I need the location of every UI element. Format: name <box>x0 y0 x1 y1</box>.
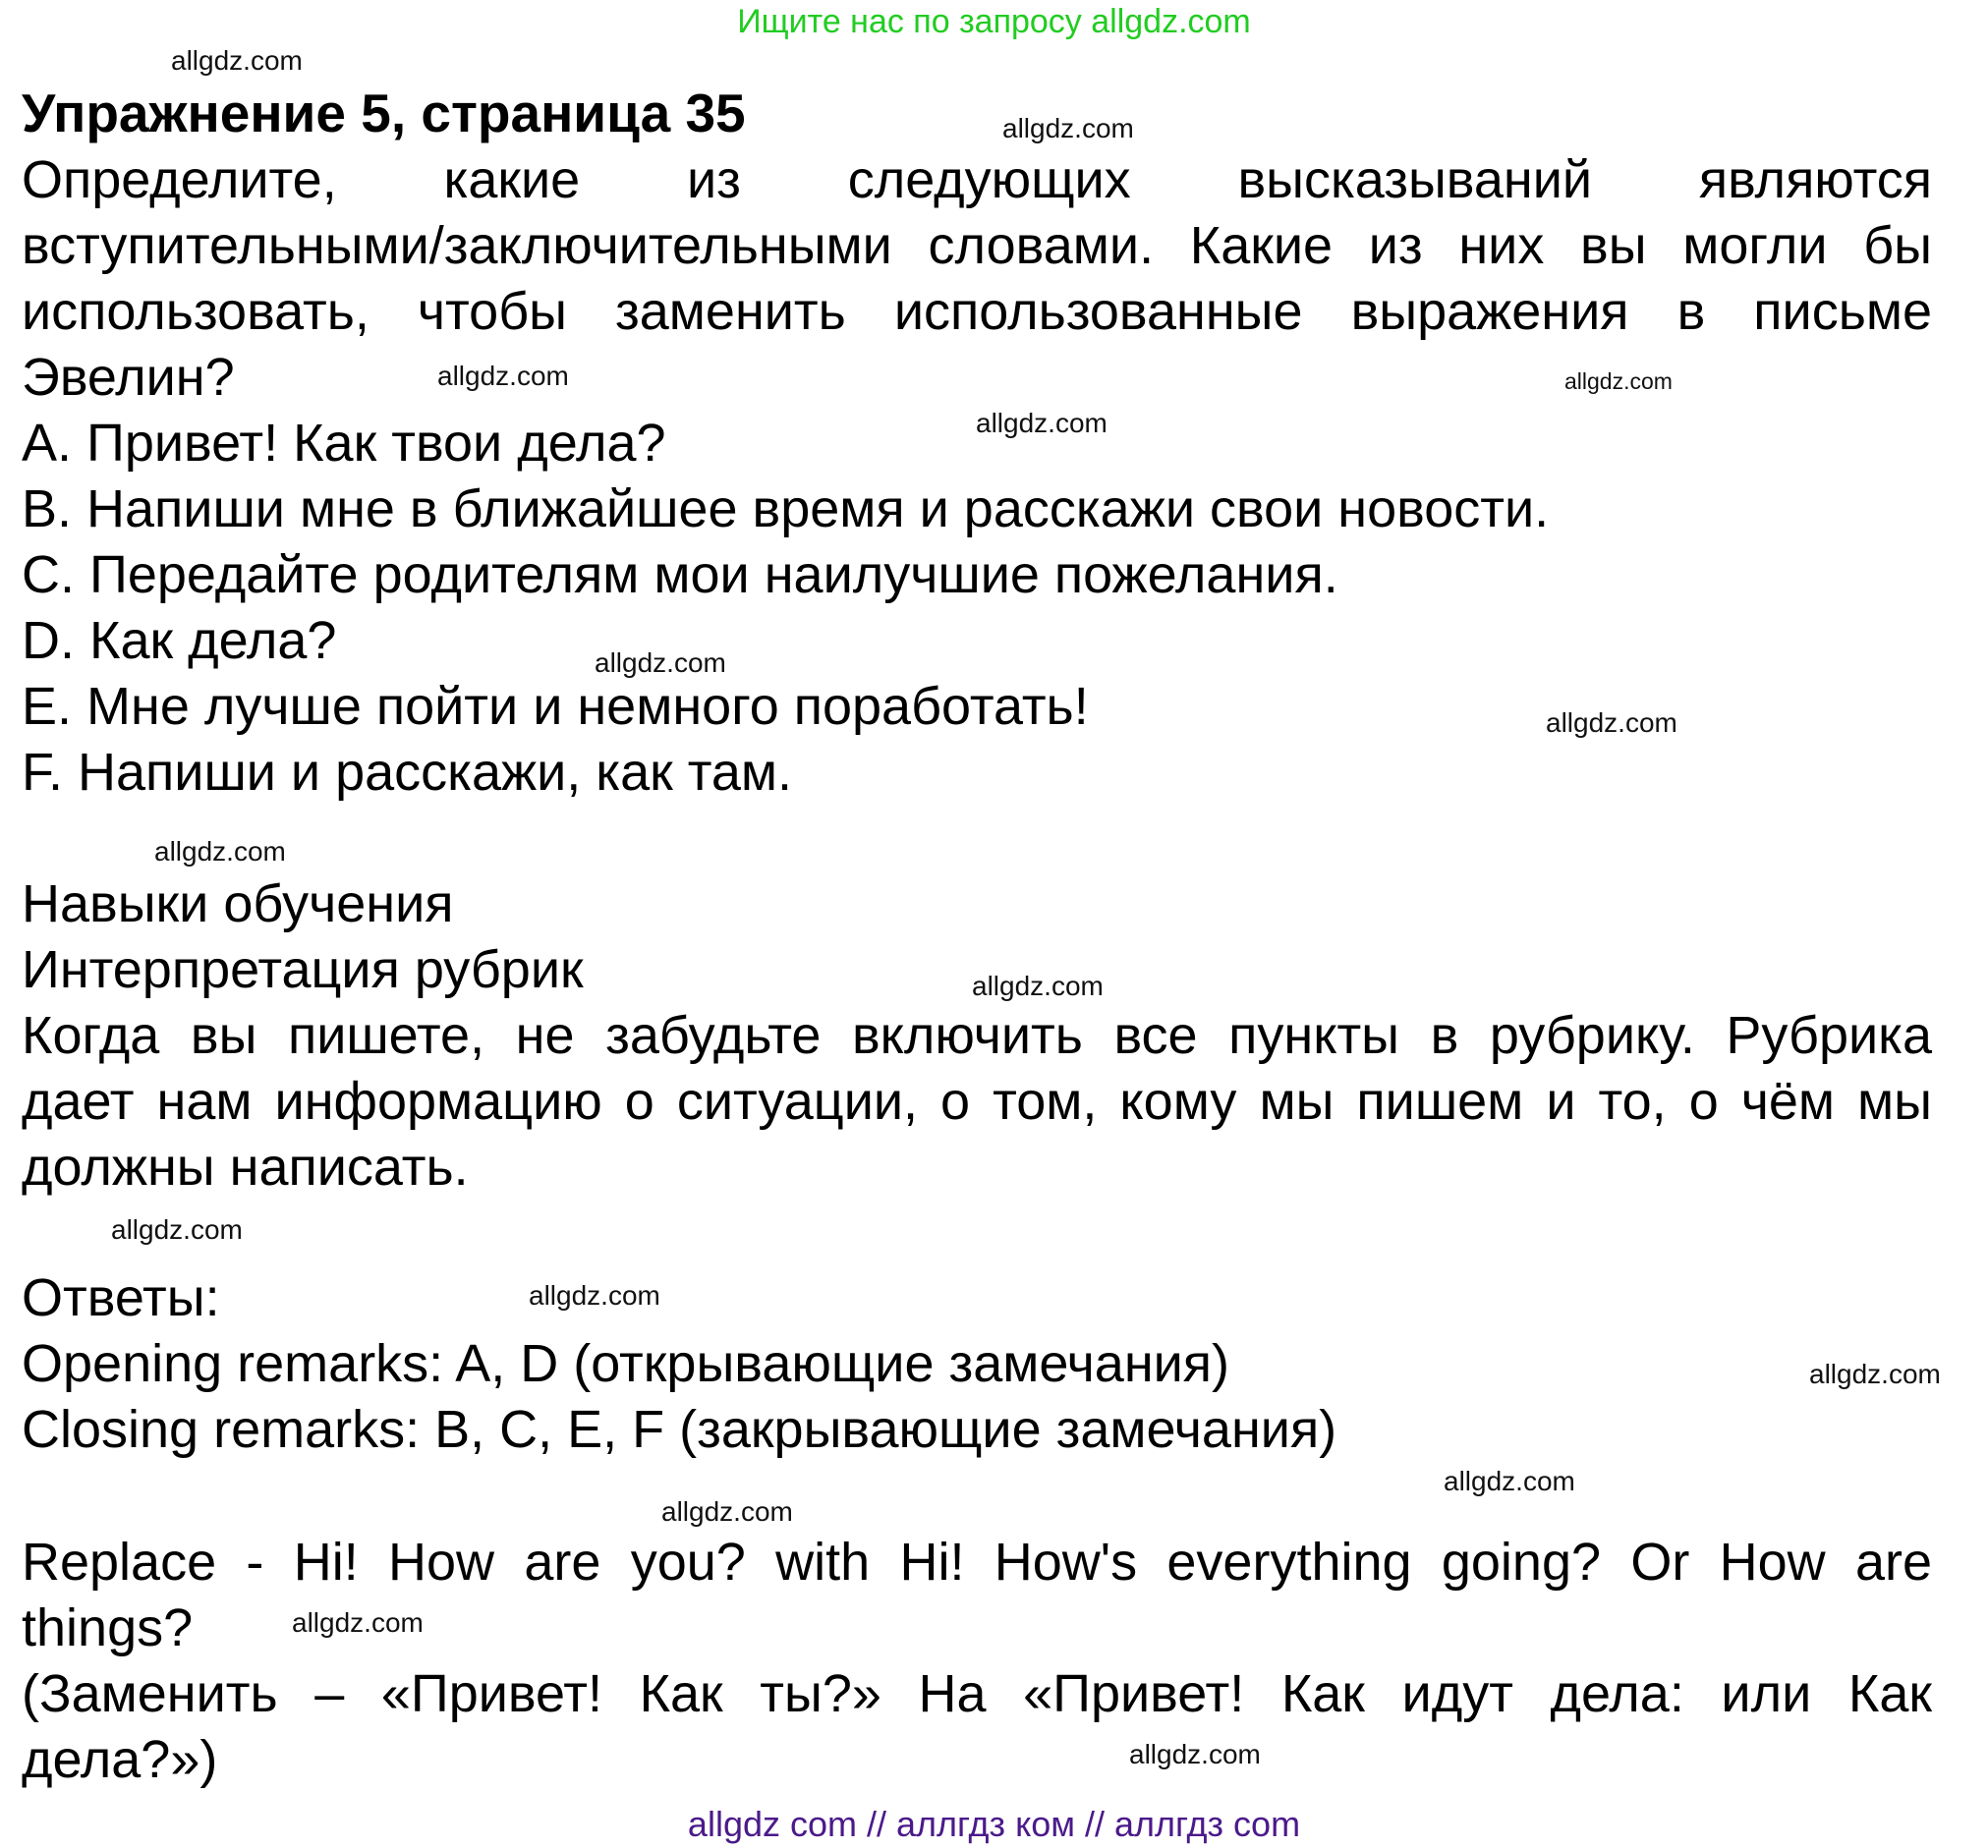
replace-line: (Заменить – «Привет! Как ты?» На «Привет! Как идут дела: или Как <box>22 1664 1932 1723</box>
watermark: allgdz.com <box>976 408 1108 438</box>
answers-opening: Opening remarks: A, D (открывающие замечания) <box>22 1334 1230 1393</box>
option-f: F. Напиши и расскажи, как там. <box>22 743 793 802</box>
watermark: allgdz.com <box>595 647 726 678</box>
skills-line: дает нам информацию о ситуации, о том, кому мы пишем и то, о чём мы <box>22 1072 1932 1131</box>
option-c: C. Передайте родителям мои наилучшие пожелания. <box>22 545 1338 604</box>
watermark: allgdz.com <box>154 836 286 867</box>
replace-line: things? <box>22 1598 194 1657</box>
watermark: allgdz.com <box>1809 1359 1941 1389</box>
skills-subheading: Интерпретация рубрик <box>22 940 584 999</box>
option-a: A. Привет! Как твои дела? <box>22 414 666 473</box>
answers-heading: Ответы: <box>22 1268 220 1327</box>
watermark: allgdz.com <box>437 361 569 391</box>
option-b: B. Напиши мне в ближайшее время и расскажи свои новости. <box>22 479 1550 538</box>
watermark: allgdz.com <box>1002 113 1134 143</box>
watermark: allgdz.com <box>1546 707 1677 738</box>
answers-closing: Closing remarks: B, C, E, F (закрывающие замечания) <box>22 1400 1337 1459</box>
skills-line: должны написать. <box>22 1138 469 1197</box>
page-title: Упражнение 5, страница 35 <box>22 83 746 143</box>
skills-line: Когда вы пишете, не забудьте включить все пункты в рубрику. Рубрика <box>22 1006 1932 1065</box>
watermark: allgdz.com <box>1444 1466 1575 1496</box>
skills-heading: Навыки обучения <box>22 874 454 933</box>
task-line: использовать, чтобы заменить использованные выражения в письме <box>22 282 1932 341</box>
task-line: вступительными/заключительными словами. Какие из них вы могли бы <box>22 216 1932 275</box>
watermark: allgdz.com <box>1564 368 1673 394</box>
watermark: allgdz.com <box>661 1496 793 1527</box>
footer-links: allgdz com // аллгдз ком // аллгдз com <box>687 1804 1301 1844</box>
replace-line: дела?») <box>22 1730 218 1789</box>
header-banner: Ищите нас по запросу allgdz.com <box>737 3 1251 40</box>
option-d: D. Как дела? <box>22 611 337 670</box>
watermark: allgdz.com <box>529 1280 660 1311</box>
task-line: Эвелин? <box>22 348 235 407</box>
watermark: allgdz.com <box>292 1607 424 1638</box>
watermark: allgdz.com <box>972 971 1104 1001</box>
watermark: allgdz.com <box>1129 1739 1261 1769</box>
watermark: allgdz.com <box>171 45 303 76</box>
replace-line: Replace - Hi! How are you? with Hi! How's everything going? Or How are <box>22 1533 1932 1592</box>
option-e: E. Мне лучше пойти и немного поработать! <box>22 677 1089 736</box>
task-line: Определите, какие из следующих высказываний являются <box>22 150 1932 209</box>
watermark: allgdz.com <box>111 1214 243 1245</box>
